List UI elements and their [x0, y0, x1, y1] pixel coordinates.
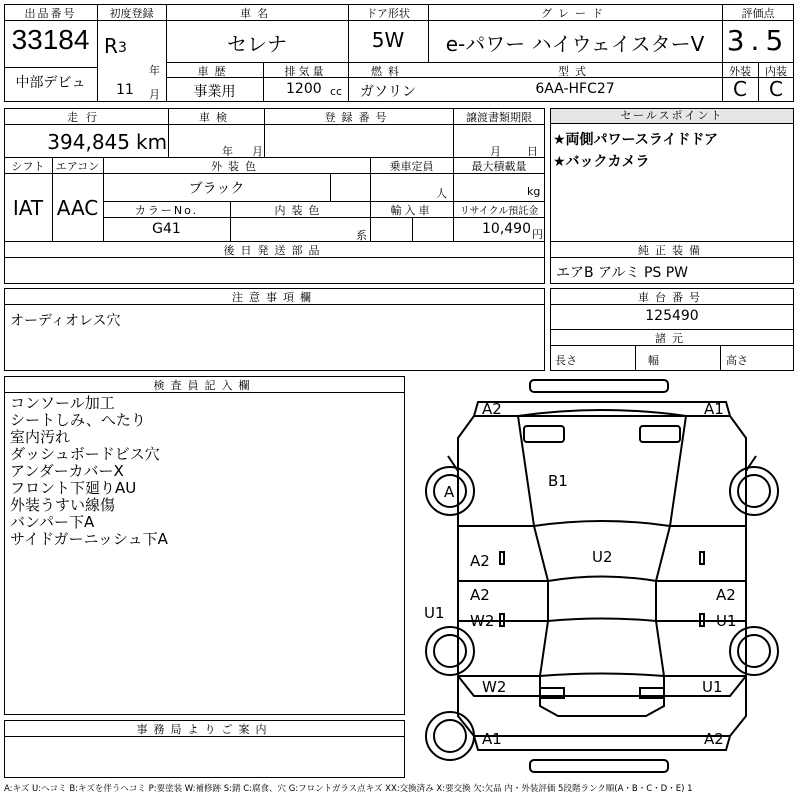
inspector-note: コンソール加工 [10, 394, 115, 412]
diagram-u1-r1: U1 [716, 612, 737, 630]
inspector-note: バンパー下A [10, 513, 95, 531]
shift-value: IAT [12, 196, 44, 220]
transfer-month-unit: 月 [490, 145, 501, 158]
insp-month-unit: 月 [252, 145, 263, 158]
label-first-reg: 初度登録 [109, 7, 154, 20]
cc-unit: cc [330, 85, 343, 98]
debut-text: 中部デビュ [15, 75, 86, 91]
label-int-color: 内装色 [274, 204, 326, 217]
label-transfer: 譲渡書類期限 [466, 111, 532, 124]
label-score: 評価点 [741, 7, 775, 20]
label-recycle: リサイクル預託金 [459, 206, 539, 217]
score-value: 3.5 [726, 24, 790, 57]
yen-unit: 円 [532, 228, 543, 241]
label-model-type: 型式 [558, 65, 592, 78]
exterior-grade: C [733, 77, 747, 101]
inspector-note: フロント下廻りAU [10, 479, 137, 497]
inspector-notes-list [10, 395, 168, 548]
label-length: 長さ [555, 354, 577, 367]
diagram-a-left: A [444, 483, 455, 501]
car-damage-diagram [408, 376, 796, 778]
label-history: 車歴 [197, 65, 232, 78]
label-genuine-equip: 純正装備 [638, 244, 706, 257]
label-later-parts: 後日発送部品 [223, 244, 326, 257]
diagram-a2-br: A2 [704, 730, 724, 748]
label-shift: シフト [11, 160, 45, 173]
diagram-a2-r2: A2 [716, 586, 736, 604]
car-name: セレナ [227, 32, 287, 56]
era-letter: R [104, 34, 118, 58]
diagram-w2-l2: W2 [482, 678, 507, 696]
person-unit: 人 [436, 187, 447, 200]
label-inspector: 検査員記入欄 [153, 379, 256, 392]
diagram-b1: B1 [548, 472, 568, 490]
label-capacity: 乗車定員 [389, 160, 434, 173]
label-height: 高さ [726, 354, 748, 367]
aircon-value: AAC [56, 196, 99, 220]
fuel-value: ガソリン [360, 84, 416, 100]
inspector-note: 室内汚れ [10, 428, 71, 446]
label-reg-no: 登録番号 [324, 111, 393, 124]
diagram-a1-tr: A1 [704, 400, 724, 418]
model-type-value: 6AA-HFC27 [535, 81, 615, 97]
label-mileage: 走行 [67, 111, 105, 124]
reg-year: 3 [118, 40, 127, 56]
label-displacement: 排気量 [284, 65, 327, 78]
diagram-u1-left: U1 [424, 604, 445, 622]
label-auction-no: 出品番号 [24, 7, 77, 20]
diagram-w2-l1: W2 [470, 612, 495, 630]
door-type: 5W [371, 28, 405, 52]
diagram-a2-l2: A2 [470, 586, 490, 604]
sales-point-2: ★バックカメラ [553, 154, 650, 170]
interior-grade: C [769, 77, 783, 101]
label-notes: 注意事項欄 [232, 291, 317, 304]
mileage-value: 394,845 [47, 130, 130, 154]
diagram-a2-l1: A2 [470, 552, 490, 570]
transfer-day-text: 日 [527, 145, 538, 158]
rear-bumper-bar [530, 760, 668, 772]
equipment-value: エアB アルミ PS PW [556, 265, 689, 281]
legend-text: A:キズ U:ヘコミ B:キズを伴うヘコミ P:要塗装 W:補修跡 S:錆 C:腐食、穴 G:フロントガラス点キズ XX:交換済み X:要交換 欠:欠品 内・外装評価 5段階ランク順(A・B・C・D・E) 1 [4, 784, 693, 794]
reg-month: 11 [116, 82, 134, 98]
month-unit: 月 [149, 88, 160, 101]
year-unit: 年 [149, 64, 160, 77]
label-fuel: 燃料 [371, 65, 405, 78]
label-grade: グレード [541, 7, 609, 20]
label-import: 輸入車 [390, 204, 433, 217]
label-office: 事務局よりご案内 [136, 723, 273, 736]
label-dimensions: 諸元 [655, 332, 689, 345]
recycle-value: 10,490 [482, 221, 531, 237]
label-max-load: 最大積載量 [471, 160, 527, 173]
car-history: 事業用 [193, 84, 236, 100]
label-chassis-no: 車台番号 [638, 291, 706, 304]
inspector-note: サイドガーニッシュ下A [10, 530, 168, 548]
diagram-a1-bl: A1 [482, 730, 502, 748]
label-ext-color: 外装色 [211, 160, 262, 173]
label-interior: 内装 [765, 65, 787, 78]
displacement-value: 1200 [286, 81, 322, 97]
color-no-value: G41 [152, 221, 181, 237]
inspector-note: シートしみ、へたり [10, 411, 146, 429]
diagram-a2-tl: A2 [482, 400, 502, 418]
inspector-note: 外装うすい線傷 [10, 496, 116, 514]
chassis-no-value: 125490 [645, 308, 699, 324]
label-color-no: カラーNo. [134, 204, 199, 217]
label-inspection: 車検 [199, 111, 233, 124]
sales-point-1: ★両側パワースライドドア [553, 132, 719, 148]
notes-value: オーディオレス穴 [10, 313, 121, 329]
label-width: 幅 [648, 354, 659, 367]
label-exterior: 外装 [729, 65, 751, 78]
label-aircon: エアコン [55, 160, 100, 173]
inspector-note: ダッシュボードビス穴 [10, 445, 160, 463]
diagram-u1-r2: U1 [702, 678, 723, 696]
label-sales-point: セールスポイント [551, 109, 793, 124]
label-door: ドア形状 [366, 7, 410, 20]
grade-name: e-パワー ハイウェイスターV [445, 32, 705, 56]
km-unit: km [136, 130, 168, 154]
auction-number: 33184 [11, 24, 90, 55]
insp-year-unit: 年 [222, 145, 233, 158]
kg-unit: kg [527, 185, 541, 198]
kei-unit: 系 [356, 229, 367, 242]
ext-color-value: ブラック [188, 181, 245, 197]
inspector-note: アンダーカバーX [10, 462, 124, 480]
label-car-name: 車名 [240, 7, 274, 20]
diagram-u2: U2 [592, 548, 613, 566]
